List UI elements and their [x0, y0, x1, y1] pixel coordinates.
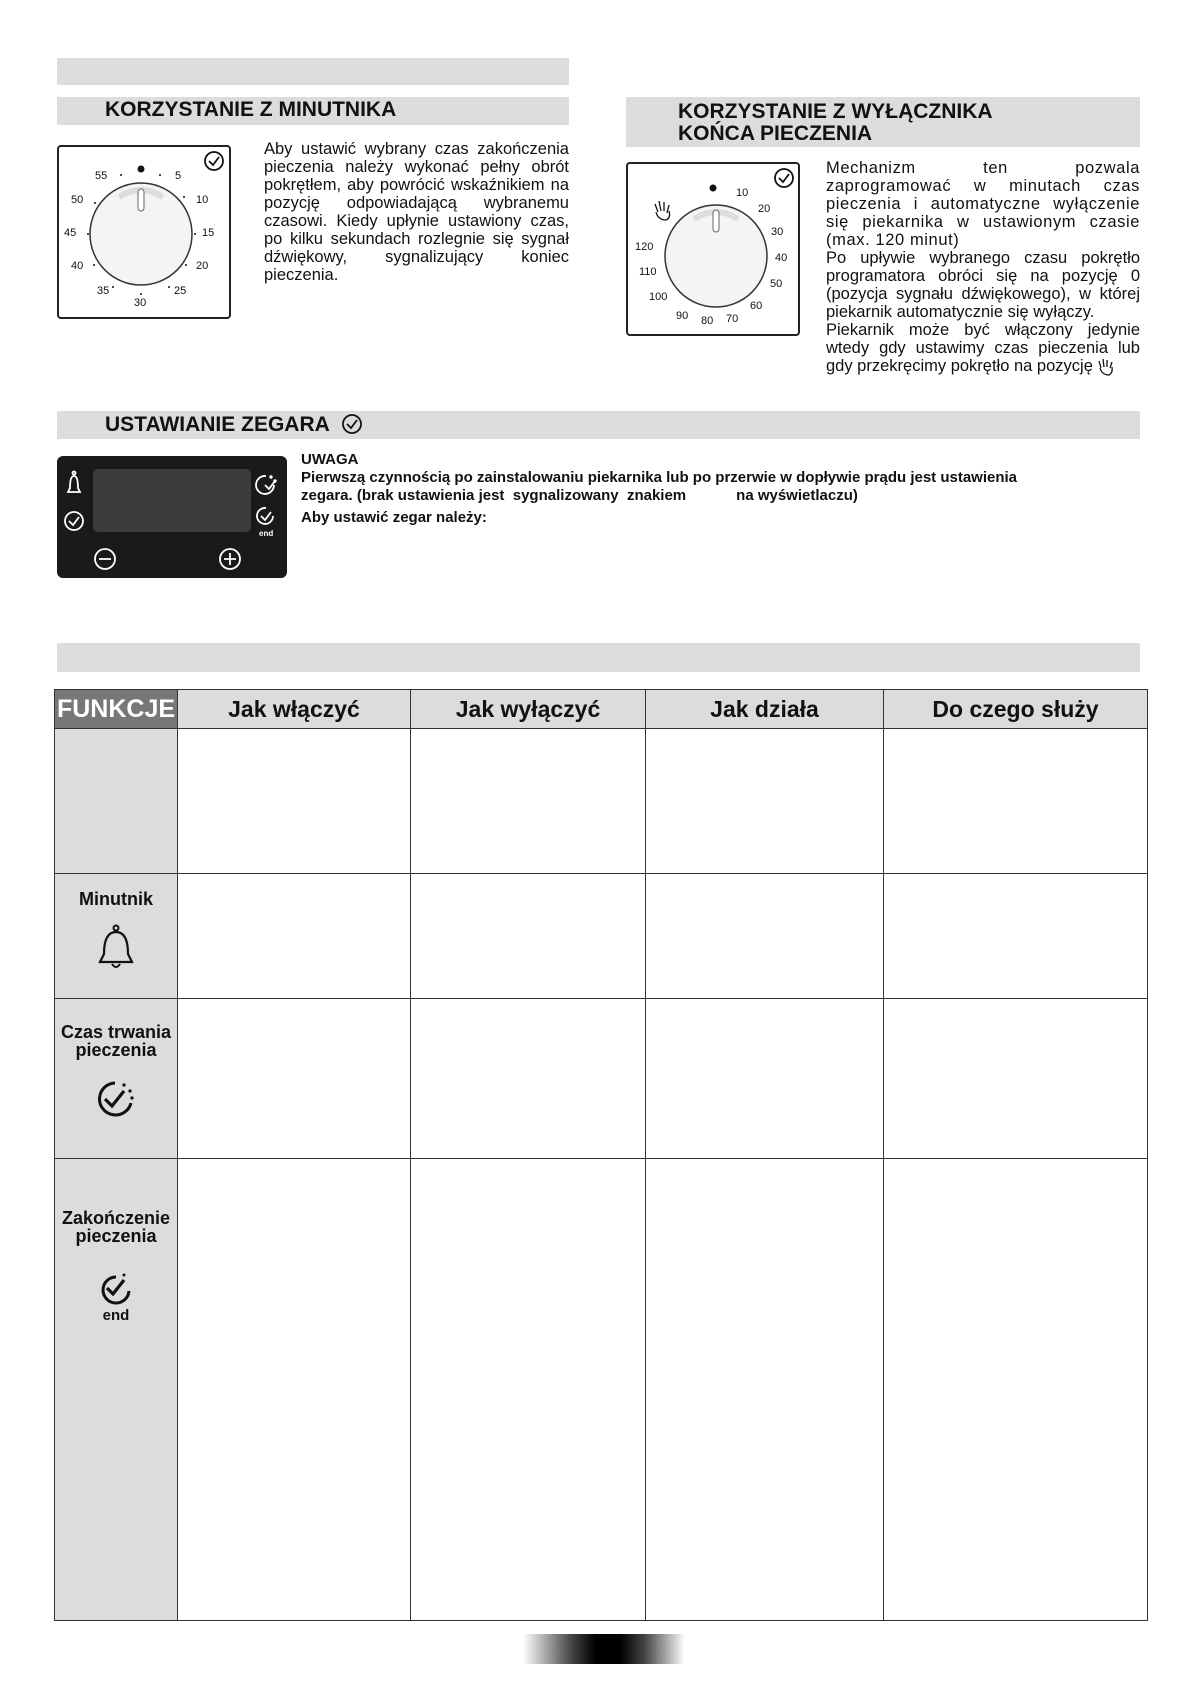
dial-label-15: 15	[202, 227, 215, 239]
page-number-bar	[523, 1634, 685, 1664]
dial-zero-dot	[710, 185, 717, 192]
note-line-2: zegara. (brak ustawienia jest sygnalizowany znakiem na wyświetlaczu)	[301, 487, 858, 504]
wylacznik-text-2: Po upływie wybranego czasu pokrętło programatora obróci się na pozycję 0 (pozycja sygnału dźwiękowego), w której piekarnik automatycznie się wyłączy.	[826, 249, 1140, 321]
row-function-zakonczenie	[55, 1159, 178, 1621]
top-bar-left	[57, 58, 569, 85]
end-label: end	[259, 529, 274, 538]
dial-label-10: 10	[736, 187, 749, 199]
plus-icon[interactable]	[220, 549, 240, 569]
table-cell	[178, 729, 411, 874]
dial-label-10: 10	[196, 194, 209, 206]
header-funkcje: FUNKCJE	[55, 690, 178, 729]
dial-label-120: 120	[635, 241, 654, 253]
function-name-line2: pieczenia	[75, 1226, 157, 1246]
duration-icon[interactable]	[256, 476, 276, 494]
wylacznik-dial	[626, 162, 800, 336]
clock-icon	[205, 152, 223, 170]
function-name-line1: Zakończenie	[61, 1208, 171, 1228]
table-row	[55, 1159, 1148, 1621]
dial-label-5: 5	[175, 170, 182, 182]
zegar-note	[301, 451, 1017, 527]
zegar-title: USTAWIANIE ZEGARA	[105, 413, 363, 436]
dial-label-110: 110	[639, 266, 657, 278]
note-line-1: Pierwszą czynnością po zainstalowaniu piekarnika lub po przerwie w dopływie prądu jest ustawienia	[301, 469, 1018, 486]
function-name-line2: pieczenia	[75, 1040, 157, 1060]
table-top-bar	[57, 643, 1140, 672]
dial-label-20: 20	[196, 260, 209, 272]
minutnik-title-bar	[57, 97, 569, 125]
end-icon[interactable]	[257, 508, 273, 524]
table-cell	[646, 729, 884, 874]
function-name: Minutnik	[79, 889, 153, 909]
minutnik-text: Aby ustawić wybrany czas zakończenia pieczenia należy wykonać pełny obrót pokrętłem, aby powrócić wskaźnikiem na pozycję odpowiadającą wybranemu czasowi. Kiedy upłynie ustawiony czas, po kilku sekundach rozlegnie się sygnał dźwiękowy, sygnalizujący koniec pieczenia.	[264, 140, 569, 284]
dial-label-50: 50	[770, 278, 783, 290]
table-cell	[646, 1159, 884, 1621]
wylacznik-title-line1: KORZYSTANIE Z WYŁĄCZNIKA	[678, 100, 993, 123]
wylacznik-text-1: Mechanizm ten pozwala zaprogramować w minutach czas pieczenia i automatyczne wyłączenie się piekarnika w ustawionym czasie (max. 120 minut)	[826, 159, 1140, 249]
note-title: UWAGA	[301, 451, 359, 468]
dial-label-30: 30	[771, 226, 784, 238]
dial-label-90: 90	[676, 310, 689, 322]
duration-icon	[91, 1073, 141, 1123]
clock-icon	[775, 169, 793, 187]
table-cell	[884, 874, 1148, 999]
dial-label-35: 35	[97, 285, 110, 297]
dial-label-60: 60	[750, 300, 763, 312]
function-name-line1: Czas trwania	[60, 1022, 172, 1042]
table-cell	[646, 874, 884, 999]
dial-label-100: 100	[649, 291, 668, 303]
dial-label-55: 55	[95, 170, 108, 182]
hand-icon	[1097, 358, 1117, 376]
header-do-czego-sluzy: Do czego służy	[884, 690, 1148, 729]
table-cell	[178, 1159, 411, 1621]
row-function-empty	[55, 729, 178, 874]
row-function-czas-trwania	[55, 999, 178, 1159]
dial-label-40: 40	[71, 260, 84, 272]
zegar-title-bar	[57, 411, 1140, 439]
functions-table	[54, 689, 1148, 1621]
wylacznik-text-3: Piekarnik może być włączony jedynie wtedy gdy ustawimy czas pieczenia lub gdy przekręcimy pokrętło na pozycję	[826, 321, 1140, 375]
header-jak-wlaczyc: Jak włączyć	[178, 690, 411, 729]
table-cell	[411, 729, 646, 874]
clock-icon[interactable]	[65, 512, 83, 530]
end-label: end	[102, 1307, 130, 1324]
header-jak-wylaczyc: Jak wyłączyć	[411, 690, 646, 729]
row-function-minutnik	[55, 874, 178, 999]
dial-zero-dot	[138, 166, 145, 173]
table-row	[55, 874, 1148, 999]
dial-label-70: 70	[726, 313, 739, 325]
dial-label-50: 50	[71, 194, 84, 206]
table-cell	[884, 1159, 1148, 1621]
table-header-row	[55, 690, 1148, 729]
table-cell	[646, 999, 884, 1159]
dial-label-80: 80	[701, 315, 714, 327]
table-cell	[178, 999, 411, 1159]
display	[93, 469, 251, 532]
minutnik-title: KORZYSTANIE Z MINUTNIKA	[105, 98, 397, 121]
minutnik-dial	[57, 145, 231, 319]
note-line-3: Aby ustawić zegar należy:	[301, 509, 487, 526]
table-cell	[411, 874, 646, 999]
dial-label-25: 25	[174, 285, 187, 297]
control-panel	[57, 456, 287, 578]
bell-icon[interactable]	[68, 472, 80, 493]
dial-label-20: 20	[758, 203, 771, 215]
wylacznik-title-bar	[626, 97, 1140, 147]
table-cell	[178, 874, 411, 999]
table-row	[55, 729, 1148, 874]
table-cell	[884, 729, 1148, 874]
dial-pointer	[138, 189, 144, 211]
hand-icon	[655, 201, 670, 220]
dial-label-45: 45	[64, 227, 77, 239]
wylacznik-title-line2: KOŃCA PIECZENIA	[678, 122, 873, 145]
table-row	[55, 999, 1148, 1159]
wylacznik-text	[826, 159, 1140, 376]
minus-icon[interactable]	[95, 549, 115, 569]
dial-label-40: 40	[775, 252, 788, 264]
dial-pointer	[713, 210, 719, 232]
table-cell	[411, 1159, 646, 1621]
bell-icon	[94, 922, 138, 972]
dial-label-30: 30	[134, 297, 147, 309]
table-cell	[411, 999, 646, 1159]
header-jak-dziala: Jak działa	[646, 690, 884, 729]
clock-icon	[341, 413, 363, 435]
table-cell	[884, 999, 1148, 1159]
